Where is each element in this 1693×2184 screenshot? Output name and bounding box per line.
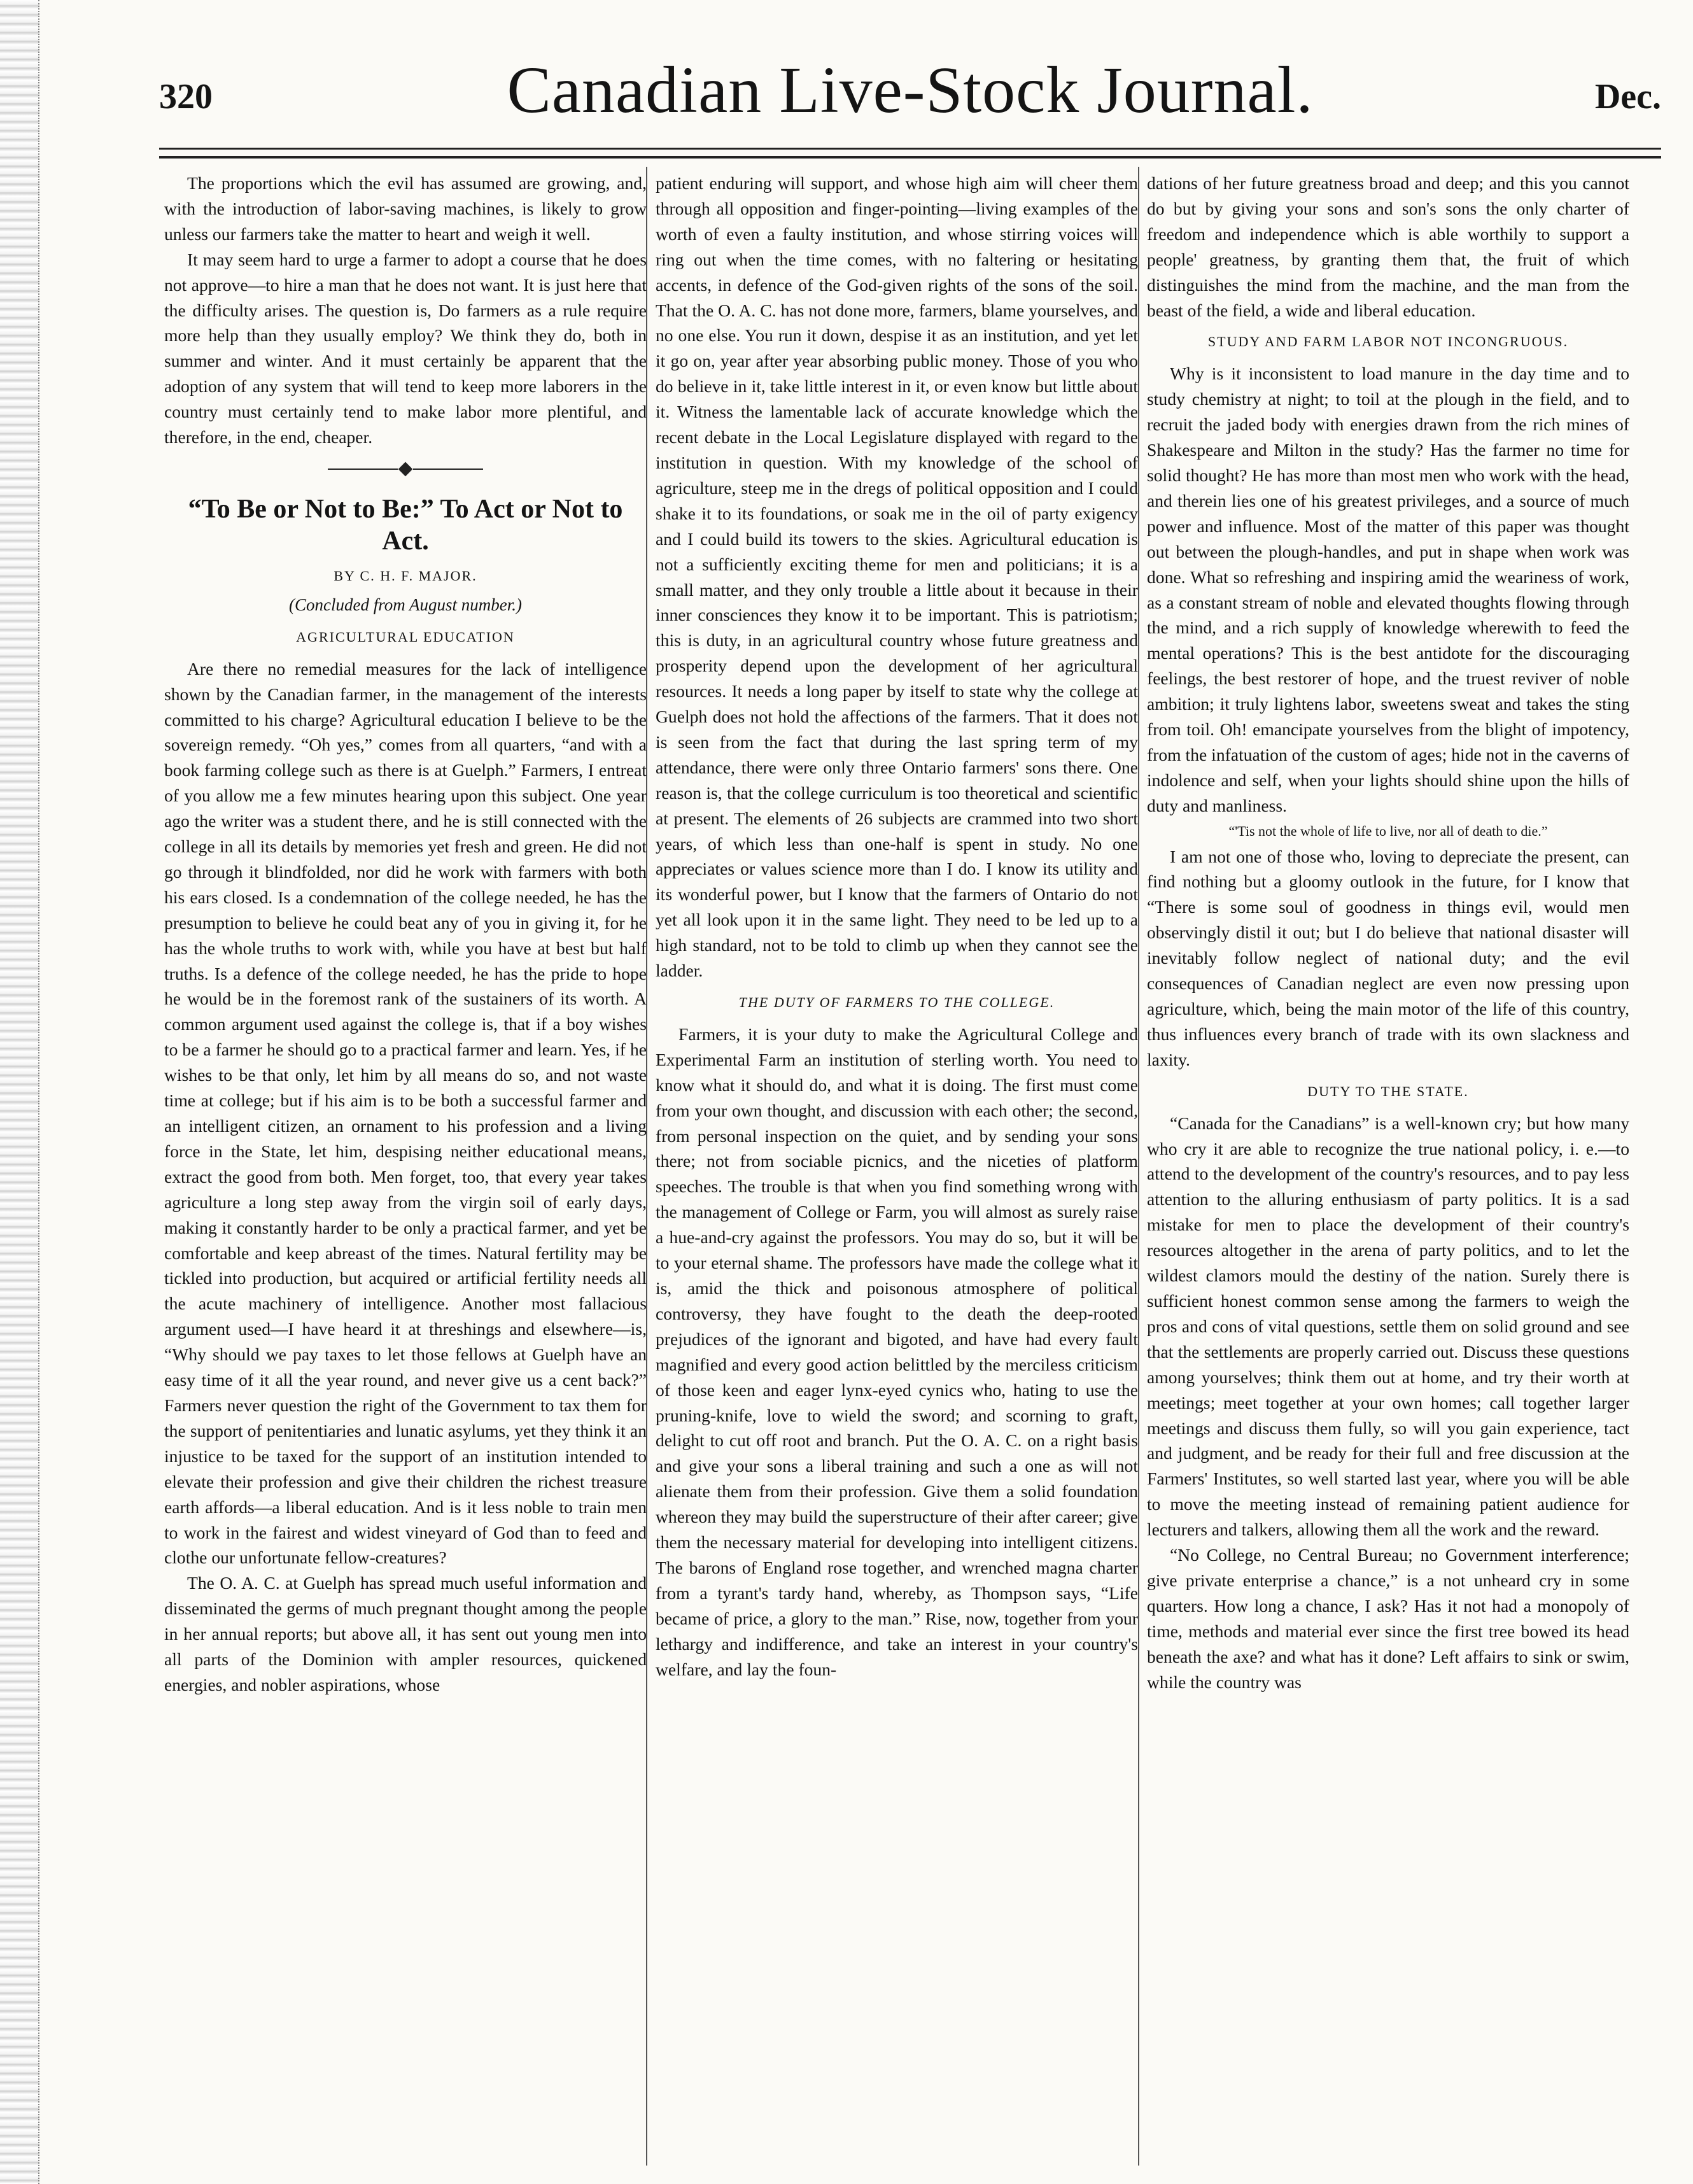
paragraph: Are there no remedial measures for the lack of intelligence shown by the Canadian farmer, in the management of the interests committed to his charge? Agricultural education I believe to be the sovereign remedy. “Oh yes,” comes from all quarters, “and with a book farming college such as there is at Guelph.” Farmers, I entreat of you allow me a few minutes hearing upon this subject. One year ago the writer was a student there, and he is still connected with the college in all its details by memories yet fresh and green. He did not go through it blindfolded, nor did he work with farmers with both his ears closed. Is a condemnation of the college needed, he has the presumption to believe he could beat any of you in giving it, for he has the whole truths to work with, while you have at best but half truths. Is a defence of the college needed, he has the pride to hope he would be in the foremost rank of the sustainers of its worth. A common argument used against the college is, that if a boy wishes to be a farmer he should go to a practical farmer and learn. Yes, if he wishes to be that only, let him by all means do so, and not waste time at college; but if his aim is to be both a successful farmer and an intelligent citizen, an ornament to his profession and a living force in the State, let him, despising neither educational means, extract the good from both. Men forget, too, that every year takes agriculture a long step away from the virgin soil of early days, making it constantly harder to be only a practical farmer, and yet be comfortable and keep abreast of the times. Natural fertility may be tickled into production, but acquired or artificial fertility needs all the acute machinery of intelligence. Another most fallacious argument used—I have heard it at threshings and elsewhere—is, “Why should we pay taxes to let those fellows at Guelph have an easy time of it all the year round, and never give us a cent back?” Farmers never question the right of the Government to tax them for the support of penitentiaries and lunatic asylums, yet they think it an injustice to be taxed for the support of an institution intended to elevate their profession and give their children the richest treasure earth affords—a liberal education. And is it less noble to train men to work in the fairest and widest vineyard of God than to feed and clothe our unfortunate fellow-creatures? (164, 658, 647, 1568)
issue-month: Dec. (1594, 77, 1661, 116)
paragraph: “Canada for the Canadians” is a well-known cry; but how many who cry it are able to recognize the true national policy, i. e.—to attend to the development of the country's resources, and to pay less attention to the alluring enthusiasm of party politics. It is a sad mistake for men to place the development of their country's resources altogether in the arena of party politics, and to let the wildest clamors mould the destiny of the nation. Surely there is sufficient honest common sense among the farmers to weigh the pros and cons of vital questions, settle them on solid ground and see that the settlements are properly carried out. Discuss these questions among yourselves; think them out at home, and try their worth at meetings; meet together at your own homes; call together larger meetings and discuss them fully, so will you gain experience, tact and judgment, and be ready for their full and free discussion at the Farmers' Institutes, so well started last year, where you will be able to move the meeting instead of remaining patient audience for lecturers and talkers, allowing them all the work and the reward. (1147, 1113, 1629, 1540)
paragraph: “No College, no Central Bureau; no Government interference; give private enterprise a chance,” is a not unheard cry in some quarters. How long a chance, I ask? Has it not had a monopoly of time, methods and material ever since the first tree bowed its head beneath the axe? and what has it done? Left affairs to sink or swim, while the country was (1147, 1545, 1629, 1692)
paragraph: dations of her future greatness broad and deep; and this you cannot do but by giving your sons and son's sons the only charter of freedom and independence which is able worthily to support a people' greatness, by granting them that, the fruit of which distinguishes the mind from the machine, and the man from the beast of the field, a wide and liberal education. (1147, 173, 1629, 320)
journal-title: Canadian Live-Stock Journal. (507, 53, 1314, 127)
column-1 (164, 171, 647, 2163)
continuation-note: (Concluded from August number.) (289, 595, 522, 614)
paragraph: The proportions which the evil has assumed are growing, and, with the introduction of labor-saving machines, is likely to grow unless our farmers take the matter to heart and weigh it well. (164, 173, 647, 244)
article-byline: BY C. H. F. MAJOR. (334, 567, 477, 584)
section-subhead: DUTY TO THE STATE. (1307, 1083, 1469, 1099)
quotation: “'Tis not the whole of life to live, nor all of death to die.” (1228, 822, 1548, 839)
paragraph: The O. A. C. at Guelph has spread much useful information and disseminated the germs of much pregnant thought among the people in her annual reports; but above all, it has sent out young men into all parts of the Dominion with ampler resources, quickened energies, and nobler aspirations, whose (164, 1573, 647, 1694)
page-header (159, 52, 1661, 141)
paragraph: Farmers, it is your duty to make the Agricultural College and Experimental Farm an institution of sterling worth. You need to know what it should do, and what it is doing. The first must come from your own thought, and discussion with each other; the second, from personal inspection on the quiet, and by sending your sons there; not from sociable picnics, and the niceties of platform speeches. The trouble is that when you find something wrong with the management of College or Farm, you will almost as surely raise a hue-and-cry against the professors. You may do so, but it will be to your eternal shame. The professors have made the college what it is, amid the thick and poisonous atmosphere of political controversy, they have fought to the death the deep-rooted prejudices of the ignorant and bigoted, and have had every fault magnified and every good action belittled by the merciless criticism of those keen and eager lynx-eyed cynics who, hating to use the pruning-knife, love to wield the sword; and scorning to graft, delight to cut off root and branch. Put the O. A. C. on a right basis and give your sons a liberal training and such a one as will not alienate them from their profession. Give them a solid foundation whereon they may build the superstructure of their after career; give them the necessary material for developing into intelligent citizens. The barons of England rose together, and wrenched magna charter from a tyrant's tardy hand, whereby, as Thompson says, “Life became of price, a glory to the man.” Rise, now, together from your lethargy and indifference, and take an interest in your country's welfare, and lay the foun- (656, 1024, 1138, 1679)
binding-edge (0, 0, 39, 2184)
section-subhead: STUDY AND FARM LABOR NOT INCONGRUOUS. (1207, 334, 1569, 350)
section-subhead: AGRICULTURAL EDUCATION (296, 628, 515, 645)
column-divider (1138, 167, 1139, 2166)
column-2 (656, 171, 1138, 2163)
article-title: “To Be or Not to Be:” To Act or Not to Act. (188, 494, 623, 556)
page-number: 320 (159, 77, 213, 116)
paragraph: I am not one of those who, loving to depreciate the present, can find nothing but a gloomy outlook in the future, for I know that “There is some soul of goodness in things evil, would men observingly distil it out; but I do believe that national disaster will inevitably follow neglect of national duty; and the evil consequences of Canadian neglect are even now pressing upon agriculture, which, being the main motor of the life of this country, thus influences every branch of trade with its own slackness and laxity. (1147, 846, 1629, 1069)
header-rule (159, 148, 1661, 159)
paragraph: patient enduring will support, and whose high aim will cheer them through all opposition and finger-pointing—living examples of the worth of even a faulty institution, and whose stirring voices will ring out when the time comes, with no faltering or hesitating accents, in defence of the God-given rights of the sons of the soil. That the O. A. C. has not done more, farmers, blame yourselves, and no one else. You run it down, despise it as an institution, and yet let it go on, year after year absorbing public money. Those of you who do believe in it, take little interest in it, or even know but little about it. Witness the lamentable lack of accurate knowledge which the recent debate in the Local Legislature displayed with regard to the institution in question. With my knowledge of the school of agriculture, steep me in the dregs of political opposition and I could shake it to its foundations, or soak me in the oil of party exigency and I could build its towers to the skies. Agricultural education is not a sufficiently exciting theme for men and politicians; it is a small matter, and they only trouble a little about it because in their inner consciences they know it to be important. This is patriotism; this is duty, in an agricultural country whose future greatness and prosperity depend upon the development of her agricultural resources. It needs a long paper by itself to state why the college at Guelph does not hold the affections of the farmers. That it does not is seen from the fact that during the last spring term of my attendance, there were only three Ontario farmers' sons there. One reason is, that the college curriculum is too theoretical and scientific at present. The elements of 26 subjects are crammed into two short years, of which less than one-half is spent in study. No one appreciates or values science more than I do. I know its utility and its wonderful power, but I know that the farmers of Ontario do not yet all look upon it in the same light. They need to be led up to a high standard, not to be told to climb up when they cannot see the ladder. (656, 173, 1138, 981)
section-ornament (164, 456, 647, 482)
section-subhead: THE DUTY OF FARMERS TO THE COLLEGE. (738, 994, 1055, 1010)
paragraph: Why is it inconsistent to load manure in the day time and to study chemistry at night; to toil at the plough in the field, and to recruit the jaded body with energies drawn from the rich mines of Shakespeare and Milton in the study? Has the farmer no time for solid thought? He has more than most men who work with the head, and therein lies one of his greatest privileges, and a source of much power and influence. Most of the matter of this paper was thought out between the plough-handles, and put in shape when work was done. What so refreshing and inspiring amid the weariness of work, as a constant stream of noble and elevated thoughts flowing through the mind, and a rich supply of knowledge wherewith to feed the mental operations? This is the best antidote for the discouraging feelings, the best restorer of hope, and the truest reviver of noble ambition; it truly lightens labor, sweetens sweat and takes the sting from toil. Oh! emancipate yourselves from the blight of impotency, from the infatuation of the custom of ages; hide not in the caverns of indolence and self, when your lights should shine upon the hills of duty and manliness. (1147, 363, 1629, 815)
column-3 (1147, 171, 1629, 2163)
paragraph: It may seem hard to urge a farmer to adopt a course that he does not approve—to hire a man that he does not want. It is just here that the difficulty arises. The question is, Do farmers as a rule require more help than they usually employ? We think they do, both in summer and winter. And it must certainly be apparent that the adoption of any system that will tend to keep more laborers in the country must certainly tend to make labor more plentiful, and therefore, in the end, cheaper. (164, 249, 647, 447)
